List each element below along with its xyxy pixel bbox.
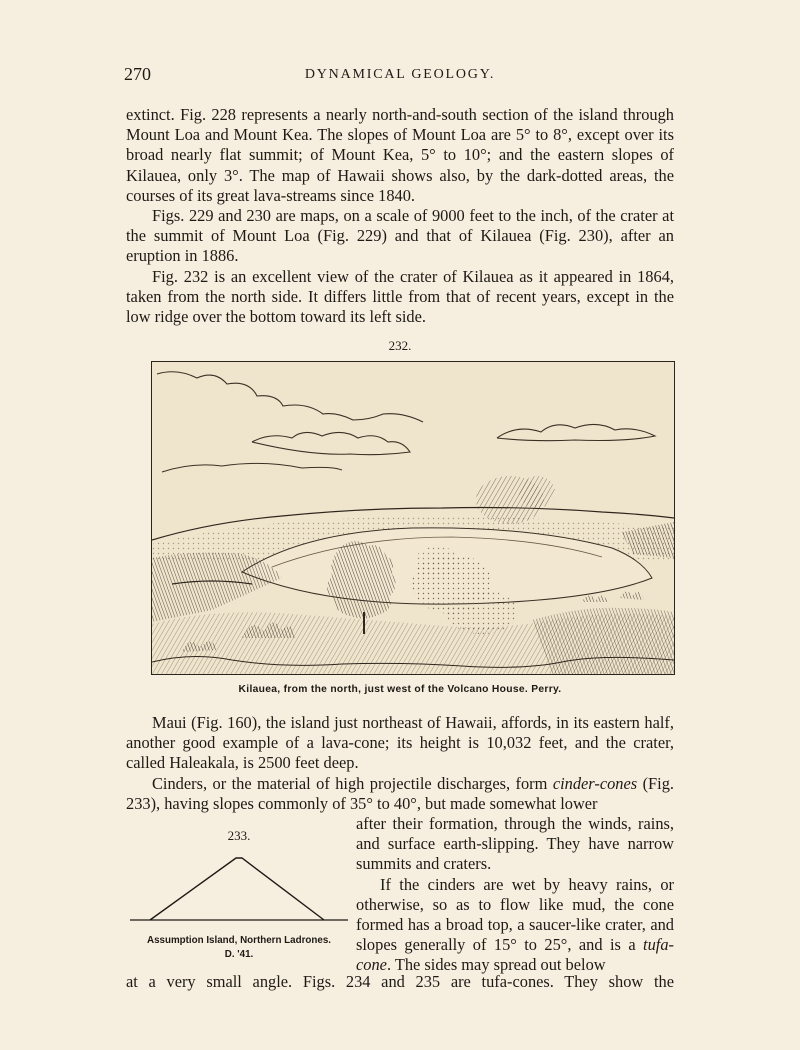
caption-line: Assumption Island, Northern Ladrones. [147,935,331,946]
body-text-last-line: at a very small angle. Figs. 234 and 235 are tufa-cones. They show the [126,972,674,991]
paragraph: Maui (Fig. 160), the island just northeast of Hawaii, affords, in its eastern half, another good example of a lava-cone; its height is 10,032 feet, and the crater, called Haleakala, is 2500 feet deep. [126,713,674,773]
figure-number: 233. [227,828,251,843]
running-head: DYNAMICAL GEOLOGY. [304,67,496,82]
body-text-top [126,105,674,327]
kilauea-engraving [151,361,675,675]
term: cinder-cones [552,773,638,793]
body-text-wrapped [356,814,674,976]
cinder-cone-profile [128,848,350,928]
figure-caption: Kilauea, from the north, just west of the Volcano House. Perry. [238,684,562,695]
paragraph: after their formation, through the winds, rains, and surface earth-slipping. They have narrow summits and craters. [356,814,674,874]
caption-line: D. '41. [224,949,254,960]
paragraph: Figs. 229 and 230 are maps, on a scale of 9000 feet to the inch, of the crater at the summit of Mount Loa (Fig. 229) and that of Kilauea (Fig. 230), after an eruption in 1886. [126,206,674,266]
paragraph [126,774,674,814]
paragraph: Fig. 232 is an excellent view of the crater of Kilauea as it appeared in 1864, taken from the north side. It differs little from that of recent years, except in the low ridge over the bottom toward its left side. [126,266,674,327]
term: tufa-cone [356,935,674,975]
text-run: . The sides may spread out below [386,955,606,975]
body-text-middle [126,713,674,814]
paragraph: extinct. Fig. 228 represents a nearly north-and-south section of the island through Mount Loa and Mount Kea. The slopes of Mount Loa are 5° to 8°, except over its broad nearly flat summit; of Mount Kea, 5° to 10°; and the eastern slopes of Kilauea, only 3°. The map of Hawaii shows also, by the dark-dotted areas, the courses of its great lava-streams since 1840. [126,105,674,205]
text-run: (Fig. 233), having slopes commonly of 35° to 40°, but made somewhat lower [126,773,674,813]
text-run: Cinders, or the material of high projectile discharges, form [152,773,553,793]
page-number: 270 [124,64,151,84]
paragraph [356,875,674,976]
figure-caption [128,934,350,962]
text-run: If the cinders are wet by heavy rains, or otherwise, so as to flow like mud, the cone formed has a broad top, a saucer-like crater, and slopes generally of 15° to 25°, and is a [356,874,674,955]
figure-number: 232. [388,338,412,353]
